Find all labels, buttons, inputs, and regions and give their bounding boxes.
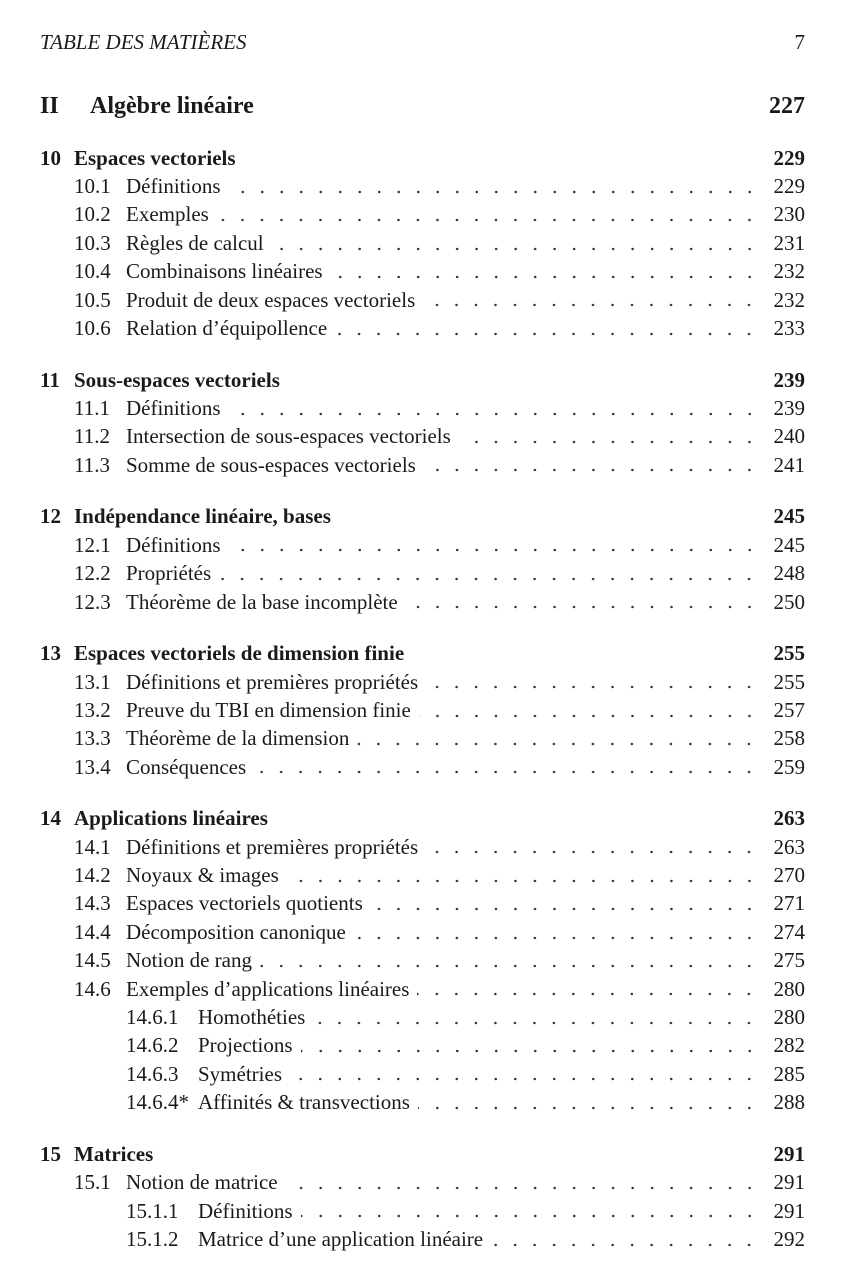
entry-page: 241 [773,452,805,477]
entry-page: 255 [773,669,805,694]
entry-number: 11.1 [74,396,110,420]
entry-number: 12.1 [74,532,111,557]
dot-leader [229,394,760,422]
entry-number: 15.1 [74,1170,111,1195]
dot-leader [161,1140,759,1168]
entry-page: 275 [773,948,805,973]
entry-title: Théorème de la base incomplète [126,589,398,614]
entry-title: Espaces vectoriels quotients [126,891,363,916]
entry-title: Projections [198,1033,293,1058]
toc-section[interactable] [40,559,805,587]
toc-chapter[interactable] [40,144,805,172]
toc-section[interactable] [40,531,805,559]
toc-subsection[interactable] [40,1197,805,1225]
entry-page: 282 [773,1033,805,1058]
entry-number: 10.1 [74,174,111,199]
entry-title: Définitions [198,1198,293,1223]
entry-page: 248 [773,561,805,586]
toc-section[interactable] [40,947,805,975]
entry-title: Somme de sous-espaces vectoriels [126,452,416,477]
entry-number: 15 [40,1141,61,1166]
entry-title: Homothéties [198,1004,306,1029]
toc-subsection[interactable] [40,1032,805,1060]
entry-number: 14.6.1 [126,1004,179,1029]
toc-section[interactable] [40,451,805,479]
toc-section[interactable] [40,423,805,451]
dot-leader [301,1032,760,1060]
entry-title: Combinaisons linéaires [126,259,323,284]
toc-chapter[interactable] [40,1140,805,1168]
entry-title: Notion de matrice [126,1170,278,1195]
entry-page: 258 [773,726,805,751]
entry-number: 13.4 [74,754,111,779]
toc-section[interactable] [40,394,805,422]
entry-number: 10.2 [74,202,111,227]
entry-number: 14.4 [74,919,111,944]
entry-number: 15.1.1 [126,1198,179,1223]
entry-title: Exemples d’applications linéaires [126,976,410,1001]
entry-number: 14.6.4* [126,1090,189,1115]
dot-leader [459,423,759,451]
entry-number: 10 [40,145,61,170]
entry-page: 259 [773,754,805,779]
entry-page: 291 [773,1170,805,1195]
entry-page: 288 [773,1090,805,1115]
dot-leader [371,890,759,918]
entry-number: 12.3 [74,589,111,614]
dot-leader [244,144,759,172]
toc-section[interactable] [40,258,805,286]
toc-chapter[interactable] [40,366,805,394]
entry-title: Notion de rang [126,948,252,973]
toc-section[interactable] [40,918,805,946]
entry-page: 263 [773,834,805,859]
dot-leader [290,1060,759,1088]
entry-title: Affinités & transvections [198,1090,410,1115]
entry-number: 12.2 [74,561,111,586]
entry-page: 274 [773,919,805,944]
dot-leader [339,503,759,531]
dot-leader [219,559,759,587]
dot-leader [354,918,759,946]
part-number: II [40,92,59,119]
entry-page: 229 [773,174,805,199]
entry-title: Exemples [126,202,209,227]
entry-number: 14.2 [74,863,111,888]
entry-page: 231 [773,230,805,255]
entry-title: Définitions [126,532,221,557]
entry-number: 10.6 [74,316,111,341]
entry-page: 229 [773,145,805,170]
header-page-number: 7 [794,29,805,54]
entry-number: 15.1.2 [126,1226,179,1251]
entry-title: Définitions [126,396,221,420]
entry-title: Noyaux & images [126,863,279,888]
header-title: TABLE DES MATIÈRES [40,29,247,54]
toc-section[interactable] [40,890,805,918]
toc-section[interactable] [40,1168,805,1196]
entry-page: 263 [773,806,805,831]
toc-section[interactable] [40,725,805,753]
entry-title: Décomposition canonique [126,919,346,944]
entry-number: 12 [40,504,61,529]
dot-leader [357,725,759,753]
dot-leader [335,314,759,342]
part-page: 227 [769,92,805,119]
entry-page: 239 [773,396,805,420]
entry-title: Matrice d’une application linéaire [198,1226,484,1251]
toc-section[interactable] [40,286,805,314]
entry-number: 14.6 [74,976,111,1001]
toc-section[interactable] [40,975,805,1003]
entry-number: 10.5 [74,287,111,312]
entry-page: 233 [773,316,805,341]
toc-section[interactable] [40,314,805,342]
part-heading[interactable] [40,91,805,121]
toc-subsection[interactable] [40,1060,805,1088]
toc-section[interactable] [40,588,805,616]
toc-section[interactable] [40,668,805,696]
toc-subsection[interactable] [40,1088,805,1116]
entry-page: 271 [773,891,805,916]
entry-page: 291 [773,1198,805,1223]
entry-number: 14.1 [74,834,111,859]
entry-title: Matrices [74,1141,154,1166]
entry-page: 292 [773,1226,805,1251]
entry-number: 14.3 [74,891,111,916]
entry-number: 10.3 [74,230,111,255]
dot-leader [491,1225,759,1253]
dot-leader [301,1197,760,1225]
dot-leader [229,172,760,200]
toc-section[interactable] [40,753,805,781]
entry-number: 13.1 [74,669,111,694]
toc-section[interactable] [40,201,805,229]
entry-number: 13.2 [74,697,111,722]
entry-page: 250 [773,589,805,614]
entry-page: 280 [773,976,805,1001]
entry-number: 11 [40,367,60,392]
toc-section[interactable] [40,861,805,889]
entry-title: Propriétés [126,561,212,586]
toc-chapter[interactable] [40,503,805,531]
entry-page: 230 [773,202,805,227]
entry-title: Définitions et premières propriétés [126,669,419,694]
toc-subsection[interactable] [40,1225,805,1253]
dot-leader [418,1088,759,1116]
part-title: Algèbre linéaire [90,92,254,119]
dot-leader [260,947,759,975]
dot-leader [272,229,759,257]
entry-number: 14.6.2 [126,1033,179,1058]
dot-leader [424,451,759,479]
entry-page: 257 [773,697,805,722]
entry-title: Conséquences [126,754,247,779]
entry-number: 14.5 [74,948,111,973]
running-header [40,28,805,56]
entry-page: 232 [773,287,805,312]
entry-number: 11.2 [74,424,110,449]
entry-page: 245 [773,532,805,557]
dot-leader [423,286,759,314]
entry-title: Sous-espaces vectoriels [74,367,280,392]
dot-leader [286,1168,759,1196]
toc-subsection[interactable] [40,1003,805,1031]
dot-leader [288,366,759,394]
entry-page: 232 [773,259,805,284]
entry-title: Indépendance linéaire, bases [74,504,331,529]
toc-chapter[interactable] [40,639,805,667]
entry-title: Preuve du TBI en dimension finie [126,697,411,722]
dot-leader [426,668,759,696]
toc-section[interactable] [40,172,805,200]
toc-section[interactable] [40,229,805,257]
dot-leader [426,833,759,861]
dot-leader [406,588,759,616]
dot-leader [331,258,759,286]
entry-title: Espaces vectoriels [74,145,236,170]
entry-title: Produit de deux espaces vectoriels [126,287,416,312]
entry-page: 280 [773,1004,805,1029]
dot-leader [276,805,759,833]
entry-title: Définitions et premières propriétés [126,834,419,859]
entry-title: Théorème de la dimension [126,726,350,751]
dot-leader [229,531,760,559]
entry-page: 245 [773,504,805,529]
entry-title: Définitions [126,174,221,199]
entry-title: Symétries [198,1061,282,1086]
entry-number: 13.3 [74,726,111,751]
entry-page: 240 [773,424,805,449]
entry-number: 11.3 [74,452,110,477]
toc-chapter[interactable] [40,805,805,833]
entry-number: 14.6.3 [126,1061,179,1086]
entry-page: 285 [773,1061,805,1086]
entry-number: 14 [40,806,61,831]
dot-leader [217,201,759,229]
entry-page: 239 [773,367,805,392]
entry-title: Relation d’équipollence [126,316,328,341]
toc-section[interactable] [40,696,805,724]
entry-title: Applications linéaires [74,806,268,831]
toc-section[interactable] [40,833,805,861]
dot-leader [254,753,759,781]
dot-leader [419,696,759,724]
entry-title: Règles de calcul [126,230,264,255]
entry-page: 270 [773,863,805,888]
entry-title: Espaces vectoriels de dimension finie [74,641,405,666]
dot-leader [313,1003,759,1031]
entry-title: Intersection de sous-espaces vectoriels [126,424,451,449]
dot-leader [287,861,759,889]
table-of-contents [40,144,805,1254]
entry-number: 13 [40,641,61,666]
entry-page: 291 [773,1141,805,1166]
entry-page: 255 [773,641,805,666]
dot-leader [412,639,759,667]
entry-number: 10.4 [74,259,111,284]
dot-leader [417,975,759,1003]
